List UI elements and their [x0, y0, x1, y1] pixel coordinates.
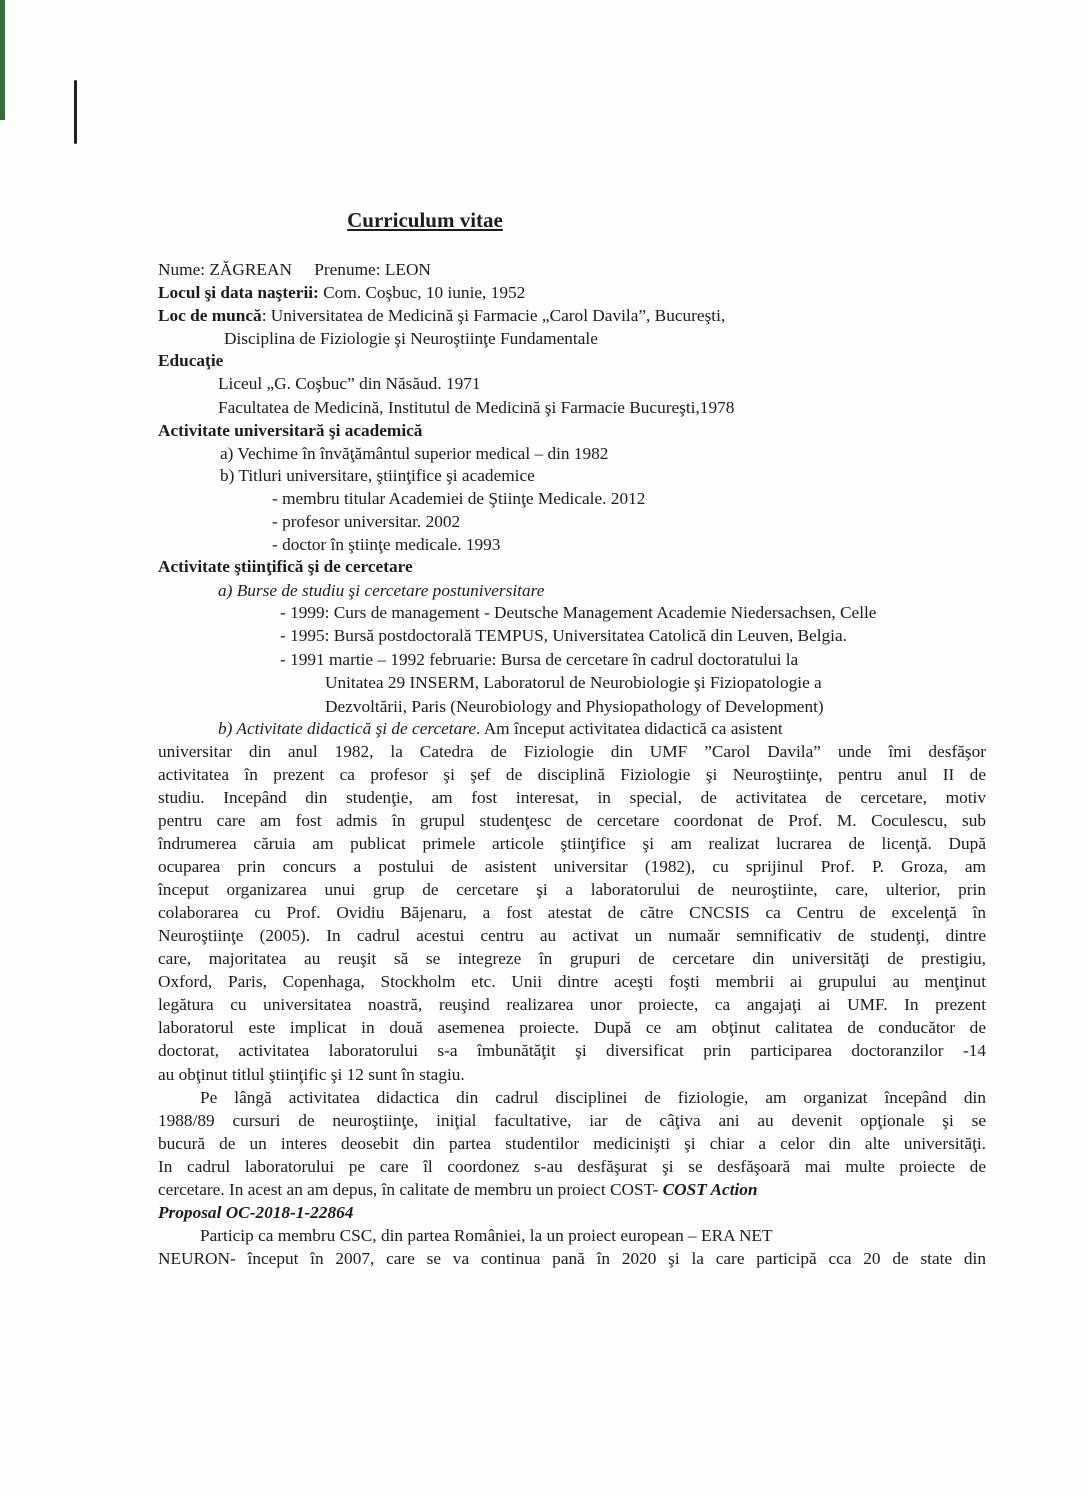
cost-action: COST Action [662, 1180, 758, 1199]
work-label: Loc de muncă [158, 306, 262, 325]
cost-line [158, 1179, 758, 1201]
grant-item-cont: Dezvoltării, Paris (Neurobiology and Physiopathology of Development) [325, 697, 824, 716]
first-name-value: LEON [384, 260, 431, 279]
education-item: Liceul „G. Coşbuc” din Năsăud. 1971 [218, 374, 481, 393]
work-value: : Universitatea de Medicină şi Farmacie „Carol Davila”, Bucureşti, [261, 306, 726, 325]
title-item: - doctor în ştiinţe medicale. 1993 [272, 535, 501, 554]
cost-proposal: Proposal OC-2018-1-22864 [158, 1203, 354, 1222]
grant-item: - 1991 martie – 1992 februarie: Bursa de cercetare în cadrul doctoratului la [280, 650, 799, 669]
paragraph-line: colaborarea cu Prof. Ovidiu Băjenaru, a fost atestat de către CNCSIS ca Centru de excelenţă în [158, 903, 986, 922]
paragraph-line: Oxford, Paris, Copenhaga, Stockholm etc. Unii dintre aceşti foşti membrii ai grupului au menţinut [158, 972, 986, 991]
title-item: - membru titular Academiei de Ştiinţe Medicale. 2012 [272, 489, 646, 508]
paragraph-line: îndrumerea căruia am publicat primele articole ştiinţifice şi am realizat lucrarea de licenţă. După [158, 834, 986, 853]
paragraph-line: doctorat, activitatea laboratorului s-a îmbunătăţit şi diversificat prin participarea doctoranzilor -14 [158, 1041, 986, 1060]
name-label: Nume: [158, 260, 206, 279]
paragraph-line: pentru care am fost admis în grupul studenţesc de cercetare coordonat de Prof. M. Coculescu, sub [158, 811, 986, 830]
paragraph-line: au obţinut titlul ştiinţific şi 12 sunt în stagiu. [158, 1065, 465, 1084]
first-name-label: Prenume: [314, 260, 381, 279]
paragraph-line: Particip ca membru CSC, din partea României, la un proiect european – ERA NET [200, 1226, 773, 1245]
paragraph-line: 1988/89 cursuri de neuroştiinţe, iniţial facultative, iar de câţiva ani au devenit opţionale şi se [158, 1111, 986, 1130]
didactic-heading: b) Activitate didactică şi de cercetare [218, 719, 477, 738]
scan-mark [74, 80, 77, 144]
academic-b: b) Titluri universitare, ştiinţifice şi academice [220, 466, 535, 485]
grants-heading: a) Burse de studiu şi cercetare postuniversitare [218, 581, 545, 600]
academic-heading: Activitate universitară şi academică [158, 421, 423, 440]
paragraph-line: legătura cu universitatea noastră, reuşind realizarea unor proiecte, ca angajaţi ai UMF. In prezent [158, 995, 986, 1014]
birth-line [158, 282, 525, 304]
page-title: Curriculum vitae [347, 208, 503, 232]
birth-value: Com. Coşbuc, 10 iunie, 1952 [323, 283, 526, 302]
education-item: Facultatea de Medicină, Institutul de Medicină şi Farmacie Bucureşti,1978 [218, 398, 735, 417]
paragraph-line: studiu. Incepând din studenţie, am fost interesat, in special, de activitatea de cercetare, motiv [158, 788, 986, 807]
paragraph-line: care, majoritatea au reuşit să se integreze în grupuri de cercetare din universităţi de prestigiu, [158, 949, 986, 968]
birth-label: Locul şi data naşterii: [158, 283, 319, 302]
academic-a: a) Vechime în învăţământul superior medical – din 1982 [220, 444, 609, 463]
paragraph-line: bucură de un interes deosebit din partea studentilor medicinişti şi chiar a celor din alte universităţi. [158, 1134, 986, 1153]
didactic-text: . Am început activitatea didactică ca asistent [476, 719, 783, 738]
paragraph-line: In cadrul laboratorului pe care îl coordonez s-au desfăşurat şi se desfăşoară mai multe proiecte de [158, 1157, 986, 1176]
grant-item: - 1995: Bursă postdoctorală TEMPUS, Universitatea Catolică din Leuven, Belgia. [280, 626, 847, 645]
paragraph-line: Pe lângă activitatea didactica din cadrul disciplinei de fiziologie, am organizat începând din [200, 1088, 986, 1107]
name-line [158, 259, 431, 281]
research-heading: Activitate ştiinţifică şi de cercetare [158, 557, 413, 576]
paragraph-line: ocuparea prin concurs a postului de asistent universitar (1982), cu sprijinul Prof. P. Groza, am [158, 857, 986, 876]
education-heading: Educaţie [158, 351, 224, 370]
work-line [158, 305, 725, 327]
name-value: ZĂGREAN [209, 260, 292, 279]
work-line-2: Disciplina de Fiziologie şi Neuroştiinţe Fundamentale [224, 329, 598, 348]
paragraph-line: Neuroştiinţe (2005). In cadrul acestui centru au activat un numaăr semnificativ de studenţi, dintre [158, 926, 986, 945]
paragraph-line: început organizarea unui grup de cercetare şi a laboratorului de neuroştiinte, care, ulterior, prin [158, 880, 986, 899]
cost-prefix: cercetare. In acest an am depus, în calitate de membru un proiect COST- [158, 1180, 663, 1199]
paragraph-line: activitatea în prezent ca profesor şi şef de disciplină Fiziologie şi Neuroştiinţe, pentru anul II de [158, 765, 986, 784]
grant-item-cont: Unitatea 29 INSERM, Laboratorul de Neurobiologie şi Fiziopatologie a [325, 673, 822, 692]
didactic-first-line [218, 718, 783, 740]
title-item: - profesor universitar. 2002 [272, 512, 461, 531]
paragraph-line: universitar din anul 1982, la Catedra de Fiziologie din UMF ”Carol Davila” unde îmi desfăşor [158, 742, 986, 761]
grant-item: - 1999: Curs de management - Deutsche Management Academie Niedersachsen, Celle [280, 603, 877, 622]
paragraph-line: laboratorul este implicat in două asemenea proiecte. După ce am obţinut calitatea de conducător de [158, 1018, 986, 1037]
paragraph-line: NEURON- început în 2007, care se va continua pană în 2020 şi la care participă cca 20 de state din [158, 1249, 986, 1268]
scan-edge [0, 0, 5, 120]
